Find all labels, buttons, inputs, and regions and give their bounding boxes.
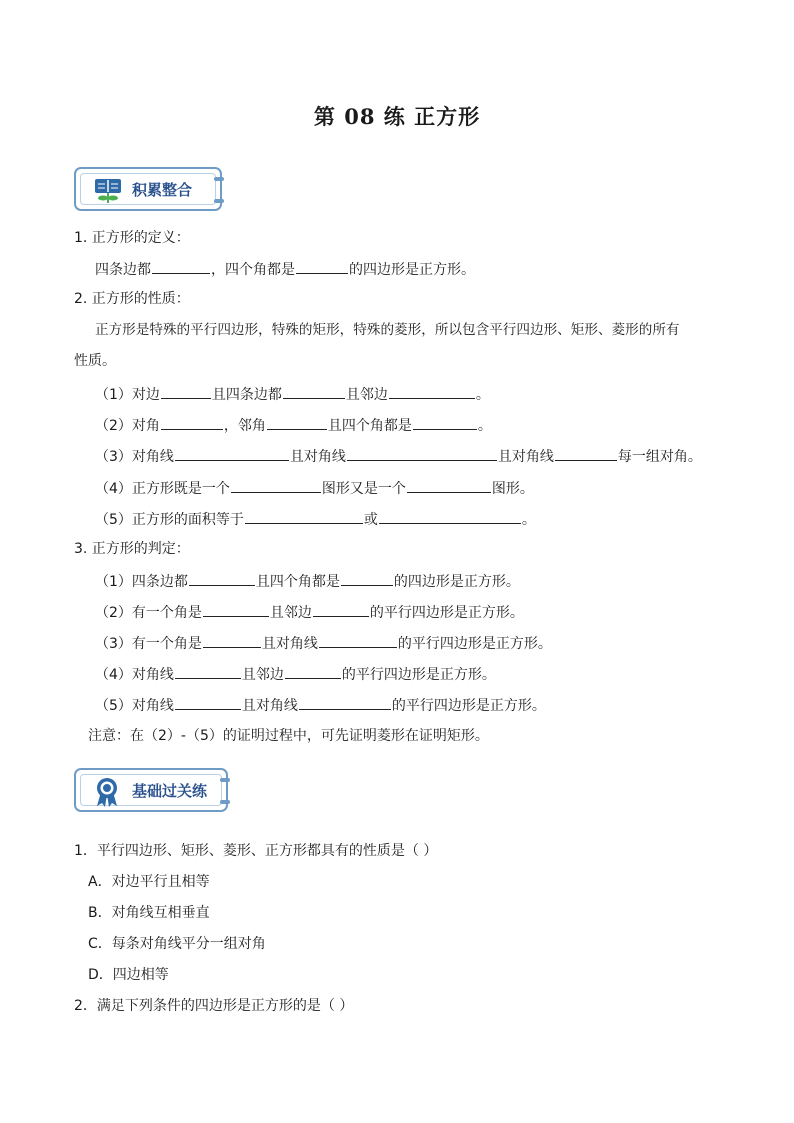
q2-para1: 正方形是特殊的平行四边形，特殊的矩形，特殊的菱形，所以包含平行四边形、矩形、菱形的所有 bbox=[95, 322, 680, 338]
exercise-1-option-c[interactable]: C．每条对角线平分一组对角 bbox=[88, 936, 266, 952]
property-5: （5）正方形的面积等于 或 。 bbox=[95, 508, 536, 530]
book-plant-icon bbox=[92, 175, 124, 205]
exercise-1-option-a[interactable]: A．对边平行且相等 bbox=[88, 874, 210, 890]
property-3: （3）对角线 且对角线 且对角线 每一组对角。 bbox=[95, 445, 702, 467]
exercise-1-stem: 1．平行四边形、矩形、菱形、正方形都具有的性质是（ ） bbox=[74, 843, 438, 859]
exercise-1-option-d[interactable]: D．四边相等 bbox=[88, 967, 169, 983]
section-badge-accumulate bbox=[74, 167, 222, 211]
section-badge-basic bbox=[74, 768, 228, 812]
criterion-5: （5）对角线 且对角线 的平行四边形是正方形。 bbox=[95, 694, 546, 716]
property-1: （1）对边 且四条边都 且邻边 。 bbox=[95, 383, 490, 405]
q1-line: 四条边都 ，四个角都是 的四边形是正方形。 bbox=[95, 258, 475, 280]
criterion-2: （2）有一个角是 且邻边 的平行四边形是正方形。 bbox=[95, 601, 524, 623]
exercise-1-option-b[interactable]: B．对角线互相垂直 bbox=[88, 905, 210, 921]
property-2: （2）对角 ，邻角 且四个角都是 。 bbox=[95, 414, 492, 436]
criterion-3: （3）有一个角是 且对角线 的平行四边形是正方形。 bbox=[95, 632, 552, 654]
page-title: 第 08 练 正方形 bbox=[313, 104, 481, 129]
q2-para2: 性质。 bbox=[74, 353, 116, 369]
criterion-4: （4）对角线 且邻边 的平行四边形是正方形。 bbox=[95, 663, 496, 685]
medal-icon bbox=[92, 776, 122, 808]
q2-label: 2. 正方形的性质： bbox=[74, 291, 190, 307]
q1-label: 1. 正方形的定义： bbox=[74, 230, 190, 246]
exercise-2-stem: 2．满足下列条件的四边形是正方形的是（ ） bbox=[74, 998, 354, 1014]
property-4: （4）正方形既是一个 图形又是一个 图形。 bbox=[95, 477, 534, 499]
note: 注意：在（2）-（5）的证明过程中，可先证明菱形在证明矩形。 bbox=[88, 728, 489, 744]
criterion-1: （1）四条边都 且四个角都是 的四边形是正方形。 bbox=[95, 570, 520, 592]
q3-label: 3. 正方形的判定： bbox=[74, 541, 190, 557]
badge-label: 积累整合 bbox=[132, 181, 193, 199]
badge-label: 基础过关练 bbox=[132, 782, 208, 800]
